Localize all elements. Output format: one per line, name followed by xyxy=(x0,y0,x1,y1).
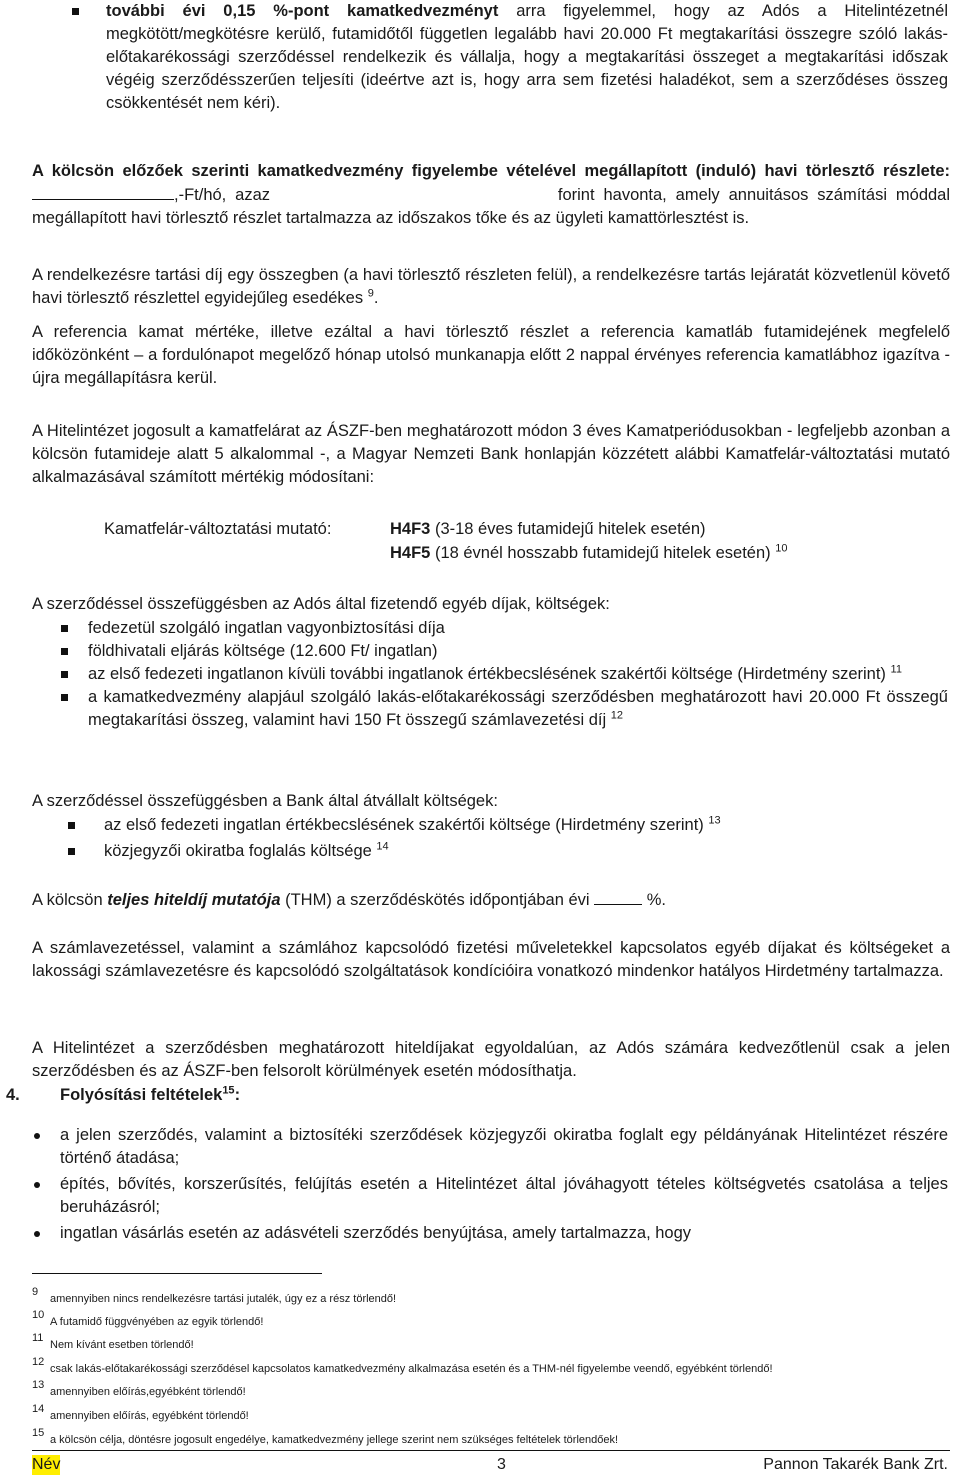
footnote-ref: 15 xyxy=(222,1084,235,1097)
mutato-code: H4F5 xyxy=(390,544,431,562)
footnote-number: 15 xyxy=(32,1427,45,1439)
footnote-12 xyxy=(32,1356,773,1376)
thm-term: teljes hiteldíj mutatója xyxy=(107,891,281,909)
list-item-text: az első fedezeti ingatlan értékbecslésének szakértői költsége (Hirdetmény szerint) xyxy=(104,816,704,834)
footnote-number: 10 xyxy=(32,1309,45,1321)
mutato-label: Kamatfelár-változtatási mutató: xyxy=(104,520,332,538)
footnote-text: Nem kívánt esetben törlendő! xyxy=(50,1339,194,1351)
list-item xyxy=(88,617,948,640)
list-item xyxy=(60,1124,948,1170)
list-item-text: építés, bővítés, korszerűsítés, felújítás esetén a Hitelintézet által jóváhagyott tételes költségvetés csatolása a teljes beruházásról; xyxy=(60,1175,948,1216)
list-item-text: a jelen szerződés, valamint a biztosítéki szerződések közjegyzői okiratba foglalt egy példányának Hitelintézet részére történő átadása; xyxy=(60,1126,948,1167)
thm-paragraph xyxy=(32,888,950,912)
rendelkezes-end: . xyxy=(373,289,379,307)
round-bullet-icon xyxy=(34,1182,40,1188)
hiteldij-paragraph: A Hitelintézet a szerződésben meghatározott hiteldíjakat egyoldalúan, az Adós számára kedvezőtlenül csak a jelen szerződésben és az ÁSZF-ben felsorolt körülmények esetén módosíthatja. xyxy=(32,1039,950,1080)
ados-dijak-intro: A szerződéssel összefüggésben az Adós által fizetendő egyéb díjak, költségek: xyxy=(32,595,610,613)
kamatfelar-paragraph: A Hitelintézet jogosult a kamatfelárat az ÁSZF-ben meghatározott módon 3 éves Kamatperiódusokban - legfeljebb azonban a kölcsön futamideje alatt 5 alkalommal -, a Magyar Nemzeti Bank honlapján közzétett alábbi Kamatfelár-változtatási mutató alkalmazásával számított mértékig módosítani: xyxy=(32,422,950,486)
footnote-ref: 9 xyxy=(367,287,374,300)
round-bullet-icon xyxy=(34,1231,40,1237)
list-item xyxy=(106,0,948,115)
torleszto-bold: A kölcsön előzőek szerinti kamatkedvezmény figyelembe vételével megállapított (induló) havi törlesztő részlete: xyxy=(32,162,950,180)
square-bullet-icon xyxy=(61,625,68,632)
bullet-bold-text: további évi 0,15 %-pont kamatkedvezményt xyxy=(106,2,499,20)
footnote-text: amennyiben nincs rendelkezésre tartási jutalék, úgy ez a rész törlendő! xyxy=(50,1293,397,1305)
kamatkedvezmeny-bullet-list xyxy=(106,0,948,115)
footnote-11 xyxy=(32,1332,194,1352)
footnote-text: amennyiben előírás,egyébként törlendő! xyxy=(50,1386,246,1398)
szamlavezetes-paragraph: A számlavezetéssel, valamint a számlához kapcsolódó fizetési műveletekkel kapcsolatos egyéb díjakat és költségeket a lakossági számlavezetésre és kapcsolódó szolgáltatások kondícióira vonatkozó mindenkor hatályos Hirdetmény tartalmazza. xyxy=(32,939,950,980)
torleszto-tail: forint havonta, amely annuitásos számítási móddal megállapított havi törlesztő részlet tartalmazza az időszakos tőke és az ügyleti kamattörlesztést is. xyxy=(32,186,951,227)
square-bullet-icon xyxy=(61,671,68,678)
footnote-number: 12 xyxy=(32,1356,45,1368)
list-item xyxy=(88,640,948,663)
section-title xyxy=(60,1084,240,1107)
thm-pre: A kölcsön xyxy=(32,891,108,909)
list-item xyxy=(60,1222,948,1245)
torleszto-mid: ,-Ft/hó, azaz xyxy=(174,186,271,204)
footer-rule xyxy=(32,1450,950,1451)
referencia-paragraph: A referencia kamat mértéke, illetve ezáltal a havi törlesztő részlet a referencia kamatláb futamidejének megfelelő időközönként – a fordulónapot megelőző hónap utolsó munkanapja előtt 2 nappal érvényes referencia kamatlábhoz igazítva - újra megállapításra kerül. xyxy=(32,323,950,387)
square-bullet-icon xyxy=(61,648,68,655)
round-bullet-icon xyxy=(34,1133,40,1139)
footnote-10 xyxy=(32,1309,264,1329)
footnote-14 xyxy=(32,1403,249,1423)
bullet-text: arra figyelemmel, hogy az Adós a Hitelintézetnél megkötött/megkötésre kerülő, futamidőtől független legalább havi 20.000 Ft megtakarítási összegre szóló lakás-előtakarékossági szerződéssel rendelkezik és vállalja, hogy a megtakarítási összeget a megtakarítási időszak végéig szerződésszerűen teljesíti (ideértve azt is, hogy arra sem fizetési haladékot, sem a szerződéses összeg csökkentését nem kéri). xyxy=(106,2,949,112)
footnote-ref: 12 xyxy=(610,709,623,722)
folyositas-list xyxy=(60,1124,948,1245)
rendelkezes-text: A rendelkezésre tartási díj egy összegben (a havi törlesztő részleten felül), a rendelkezésre tartás lejáratát közvetlenül követő havi törlesztő részlettel egyidejűleg esedékes xyxy=(32,266,950,307)
footnote-ref: 13 xyxy=(708,814,721,827)
list-item-text: a kamatkedvezmény alapjául szolgáló lakás-előtakarékossági szerződésben meghatározott havi 20.000 Ft összegű megtakarítási összeg, valamint havi 150 Ft összegű számlavezetési díj xyxy=(88,688,948,729)
list-item xyxy=(88,686,948,732)
footnote-text: csak lakás-előtakarékossági szerződésel kapcsolatos kamatkedvezmény alkalmazása esetén és a THM-nél figyelembe veendő, egyébként törlendő! xyxy=(50,1363,773,1375)
mutato-row-2 xyxy=(390,542,788,565)
mutato-desc: (18 évnél hosszabb futamidejű hitelek esetén) xyxy=(430,544,771,562)
footnote-number: 9 xyxy=(32,1286,39,1298)
footnote-ref: 14 xyxy=(376,840,389,853)
footnote-9 xyxy=(32,1286,397,1306)
footnote-13 xyxy=(32,1379,246,1399)
thm-end: %. xyxy=(646,891,667,909)
footnote-number: 14 xyxy=(32,1403,45,1415)
section-number: 4. xyxy=(6,1086,20,1104)
footnote-text: amennyiben előírás, egyébként törlendő! xyxy=(50,1410,249,1422)
footnote-text: A futamidő függvényében az egyik törlendő! xyxy=(50,1316,264,1328)
list-item xyxy=(104,814,948,837)
footnote-separator xyxy=(32,1273,322,1274)
section-title-text: Folyósítási feltételek xyxy=(60,1086,223,1104)
thm-blank[interactable] xyxy=(594,888,642,905)
list-item xyxy=(88,663,948,686)
list-item xyxy=(60,1173,948,1219)
bank-koltsegek-list xyxy=(104,814,948,863)
rendelkezes-paragraph xyxy=(32,264,950,310)
footnote-number: 11 xyxy=(32,1332,44,1344)
page-number: 3 xyxy=(497,1456,506,1473)
section-title-colon: : xyxy=(234,1086,241,1104)
list-item xyxy=(104,840,948,863)
footer-company: Pannon Takarék Bank Zrt. xyxy=(763,1456,948,1473)
mutato-desc: (3-18 éves futamidejű hitelek esetén) xyxy=(430,520,706,538)
list-item-text: az első fedezeti ingatlanon kívüli további ingatlanok értékbecslésének szakértői költsége (Hirdetmény szerint) xyxy=(88,665,886,683)
square-bullet-icon xyxy=(72,8,79,15)
list-item-text: ingatlan vásárlás esetén az adásvételi szerződés benyújtása, amely tartalmazza, hogy xyxy=(60,1224,692,1242)
square-bullet-icon xyxy=(68,822,75,829)
footnote-number: 13 xyxy=(32,1379,45,1391)
square-bullet-icon xyxy=(68,848,75,855)
mutato-row-1 xyxy=(390,518,706,541)
footnote-ref: 10 xyxy=(775,542,788,555)
footer-name: Név xyxy=(32,1456,61,1473)
ados-dijak-list xyxy=(88,617,948,732)
footnote-ref: 11 xyxy=(890,663,902,676)
list-item-text: fedezetül szolgáló ingatlan vagyonbiztosítási díja xyxy=(88,619,445,637)
footnote-15 xyxy=(32,1427,619,1447)
amount-words-blank[interactable] xyxy=(279,183,549,200)
list-item-text: földhivatali eljárás költsége (12.600 Ft/ ingatlan) xyxy=(88,642,438,660)
bank-koltsegek-intro: A szerződéssel összefüggésben a Bank által átvállalt költségek: xyxy=(32,792,498,810)
amount-blank[interactable] xyxy=(32,183,174,200)
footnote-text: a kölcsön célja, döntésre jogosult engedélye, kamatkedvezmény jellege szerint nem szükséges feltételek törlendőek! xyxy=(50,1434,619,1446)
square-bullet-icon xyxy=(61,694,68,701)
mutato-code: H4F3 xyxy=(390,520,431,538)
thm-post: (THM) a szerződéskötés időpontjában évi xyxy=(280,891,590,909)
torleszto-paragraph xyxy=(32,160,950,230)
list-item-text: közjegyzői okiratba foglalás költsége xyxy=(104,842,372,860)
